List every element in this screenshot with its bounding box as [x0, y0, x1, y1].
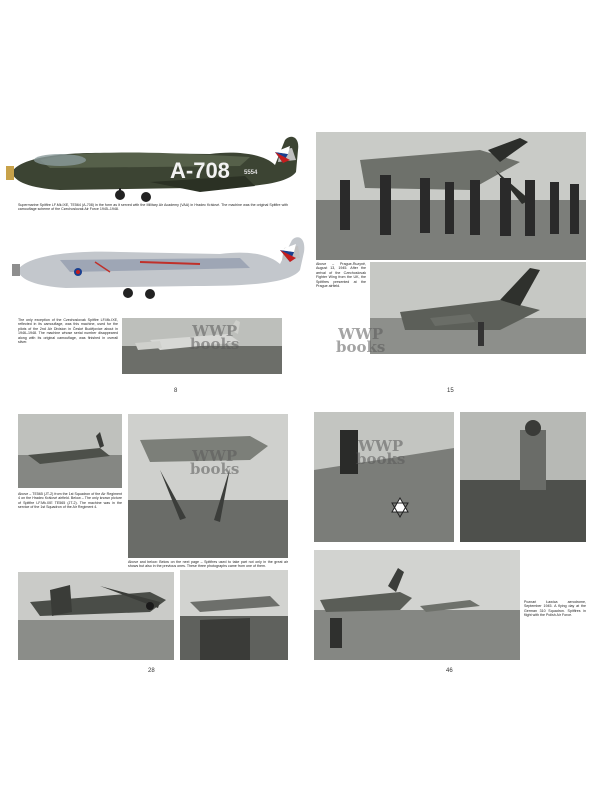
watermark-line1: WWP [358, 437, 404, 455]
caption-p8: The only exception of the Czechoslovak Spitfire LF.Mk.IXE, reflected in its camouflage, was this machine, used for the pilots of the 2nd Air Division in České Budějovice about in 1946–1948. The machine whose serial number disappeared along with its original camouflage, was finished in overall silver. [18, 318, 118, 345]
watermark-line2: books [190, 335, 240, 353]
caption-p46: Poznań Ławica aerodrome, September 1945. A flying day at the German 310 Squadron. Spitfires in flight with the Polish Air Force. [524, 600, 586, 618]
profile-top-code: A-708 [170, 158, 230, 183]
page-number-15: 15 [447, 388, 454, 394]
page-number-46: 46 [446, 668, 453, 674]
watermark-p8 [190, 322, 240, 353]
caption-p28-left: Above – TE565 (JT-2) from the 1st Squadron of the Air Regiment 4 on the Hradec Králové airfield. Below – The only known picture of Spitfire LF.Mk.IXE TE565 (JT-2). The machine was in the service of the 1st Squadron of the Air Regiment 4. [18, 492, 122, 510]
profile-top-serial: 5554 [244, 170, 258, 176]
caption-p28-right: Above and below: Below on the next page – Spitfires used to take part not only in the great air shows but also in the previous ones. These three photographs came from one of them. [128, 560, 288, 569]
watermark-line1: WWP [338, 325, 384, 343]
watermark-line2: books [336, 338, 386, 356]
watermark-line1: WWP [192, 322, 238, 340]
watermark-line2: books [356, 450, 406, 468]
caption-p15: Above – Prague-Ruzyně, August 13, 1945. After the arrival of the Czechoslovak Fighter Wing from the UK, the Spitfires presented at the Prague airfield. [316, 262, 366, 289]
caption-profile: Supermarine Spitfire LF.Mk.IXE, TE564 (A-708) in the form as it served with the Military Air Academy (VAA) in Hradec Králové. The machine was the original Spitfire with camouflage scheme of the Czechoslovak Air Force 1945–1948. [18, 203, 288, 212]
page-number-28: 28 [148, 668, 155, 674]
watermark-p46 [356, 437, 406, 468]
page-number-8: 8 [174, 388, 178, 394]
watermark-p15 [336, 325, 386, 356]
watermark-line2: books [190, 460, 240, 478]
watermark-line1: WWP [192, 447, 238, 465]
watermark-p28 [190, 447, 240, 478]
